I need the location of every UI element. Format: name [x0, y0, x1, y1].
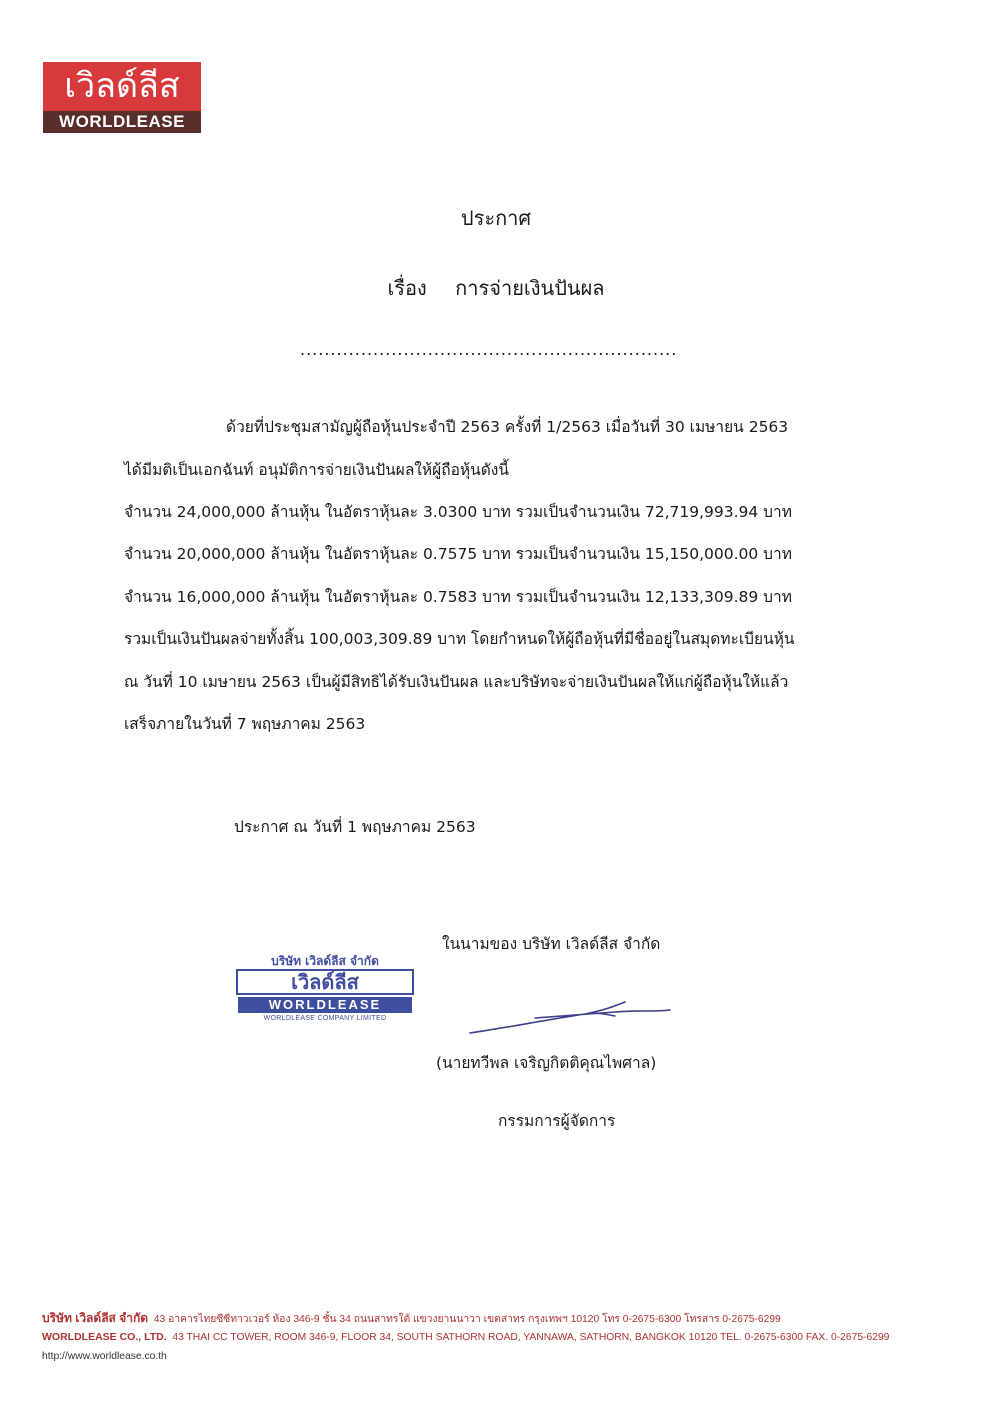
logo-thai-text: เวิลด์ลีส — [43, 62, 201, 111]
footer-english-line — [42, 1328, 952, 1347]
stamp-thai-name: บริษัท เวิลด์ลีส จำกัด — [271, 954, 379, 968]
subject-label: เรื่อง — [387, 276, 427, 300]
footer-thai-line — [42, 1309, 952, 1328]
body-line-5: จำนวน 16,000,000 ล้านหุ้น ในอัตราหุ้นละ 0.7583 บาท รวมเป็นจำนวนเงิน 12,133,309.89 บาท — [124, 588, 792, 606]
body-line-8: เสร็จภายในวันที่ 7 พฤษภาคม 2563 — [124, 715, 366, 733]
footer-english-company: WORLDLEASE CO., LTD. — [42, 1331, 167, 1343]
footer-thai-company: บริษัท เวิลด์ลีส จำกัด — [42, 1311, 149, 1325]
footer-english-address: 43 THAI CC TOWER, ROOM 346-9, FLOOR 34, SOUTH SATHORN ROAD, YANNAWA, SATHORN, BANGKOK 10120 TEL. 0-2675-6300 FAX. 0-2675-6299 — [172, 1332, 890, 1343]
body-line-1: ด้วยที่ประชุมสามัญผู้ถือหุ้นประจำปี 2563 ครั้งที่ 1/2563 เมื่อวันที่ 30 เมษายน 2563 — [226, 418, 789, 436]
subject-text: การจ่ายเงินปันผล — [455, 276, 605, 300]
footer-thai-address: 43 อาคารไทยซีซีทาวเวอร์ ห้อง 346-9 ชั้น 34 ถนนสาทรใต้ แขวงยานนาวา เขตสาทร กรุงเทพฯ 10120 โทร 0-2675-6300 โทรสาร 0-2675-6299 — [153, 1314, 781, 1325]
on-behalf-of: ในนามของ บริษัท เวิลด์ลีส จำกัด — [442, 935, 661, 953]
body-line-6: รวมเป็นเงินปันผลจ่ายทั้งสิ้น 100,003,309.89 บาท โดยกำหนดให้ผู้ถือหุ้นที่มีชื่ออยู่ในสมุดทะเบียนหุ้น — [124, 630, 795, 648]
stamp-english-logo: WORLDLEASE — [238, 997, 412, 1013]
body-line-4: จำนวน 20,000,000 ล้านหุ้น ในอัตราหุ้นละ 0.7575 บาท รวมเป็นจำนวนเงิน 15,150,000.00 บาท — [124, 545, 792, 563]
dotted-separator: .............................................................. — [300, 340, 678, 359]
signer-name: (นายทวีพล เจริญกิตติคุณไพศาล) — [436, 1054, 657, 1072]
announcement-title: ประกาศ — [460, 206, 532, 230]
stamp-english-name: WORLDLEASE COMPANY LIMITED — [263, 1015, 387, 1022]
body-line-7: ณ วันที่ 10 เมษายน 2563 เป็นผู้มีสิทธิได้รับเงินปันผล และบริษัทจะจ่ายเงินปันผลให้แก่ผู้ถือหุ้นให้แล้ว — [124, 673, 789, 691]
announcement-subject — [0, 272, 992, 304]
announce-date: ประกาศ ณ วันที่ 1 พฤษภาคม 2563 — [234, 818, 476, 836]
company-stamp — [232, 953, 418, 1029]
signature-image — [465, 990, 675, 1040]
logo-english-text: WORLDLEASE — [43, 111, 201, 133]
letterhead-footer — [42, 1309, 952, 1366]
signer-title: กรรมการผู้จัดการ — [498, 1112, 616, 1130]
company-logo — [43, 62, 201, 133]
stamp-thai-logo: เวิลด์ลีส — [236, 969, 414, 995]
body-line-2: ได้มีมติเป็นเอกฉันท์ อนุมัติการจ่ายเงินปันผลให้ผู้ถือหุ้นดังนี้ — [124, 461, 509, 479]
footer-website-link[interactable]: http://www.worldlease.co.th — [42, 1351, 167, 1362]
body-line-3: จำนวน 24,000,000 ล้านหุ้น ในอัตราหุ้นละ 3.0300 บาท รวมเป็นจำนวนเงิน 72,719,993.94 บาท — [124, 503, 792, 521]
